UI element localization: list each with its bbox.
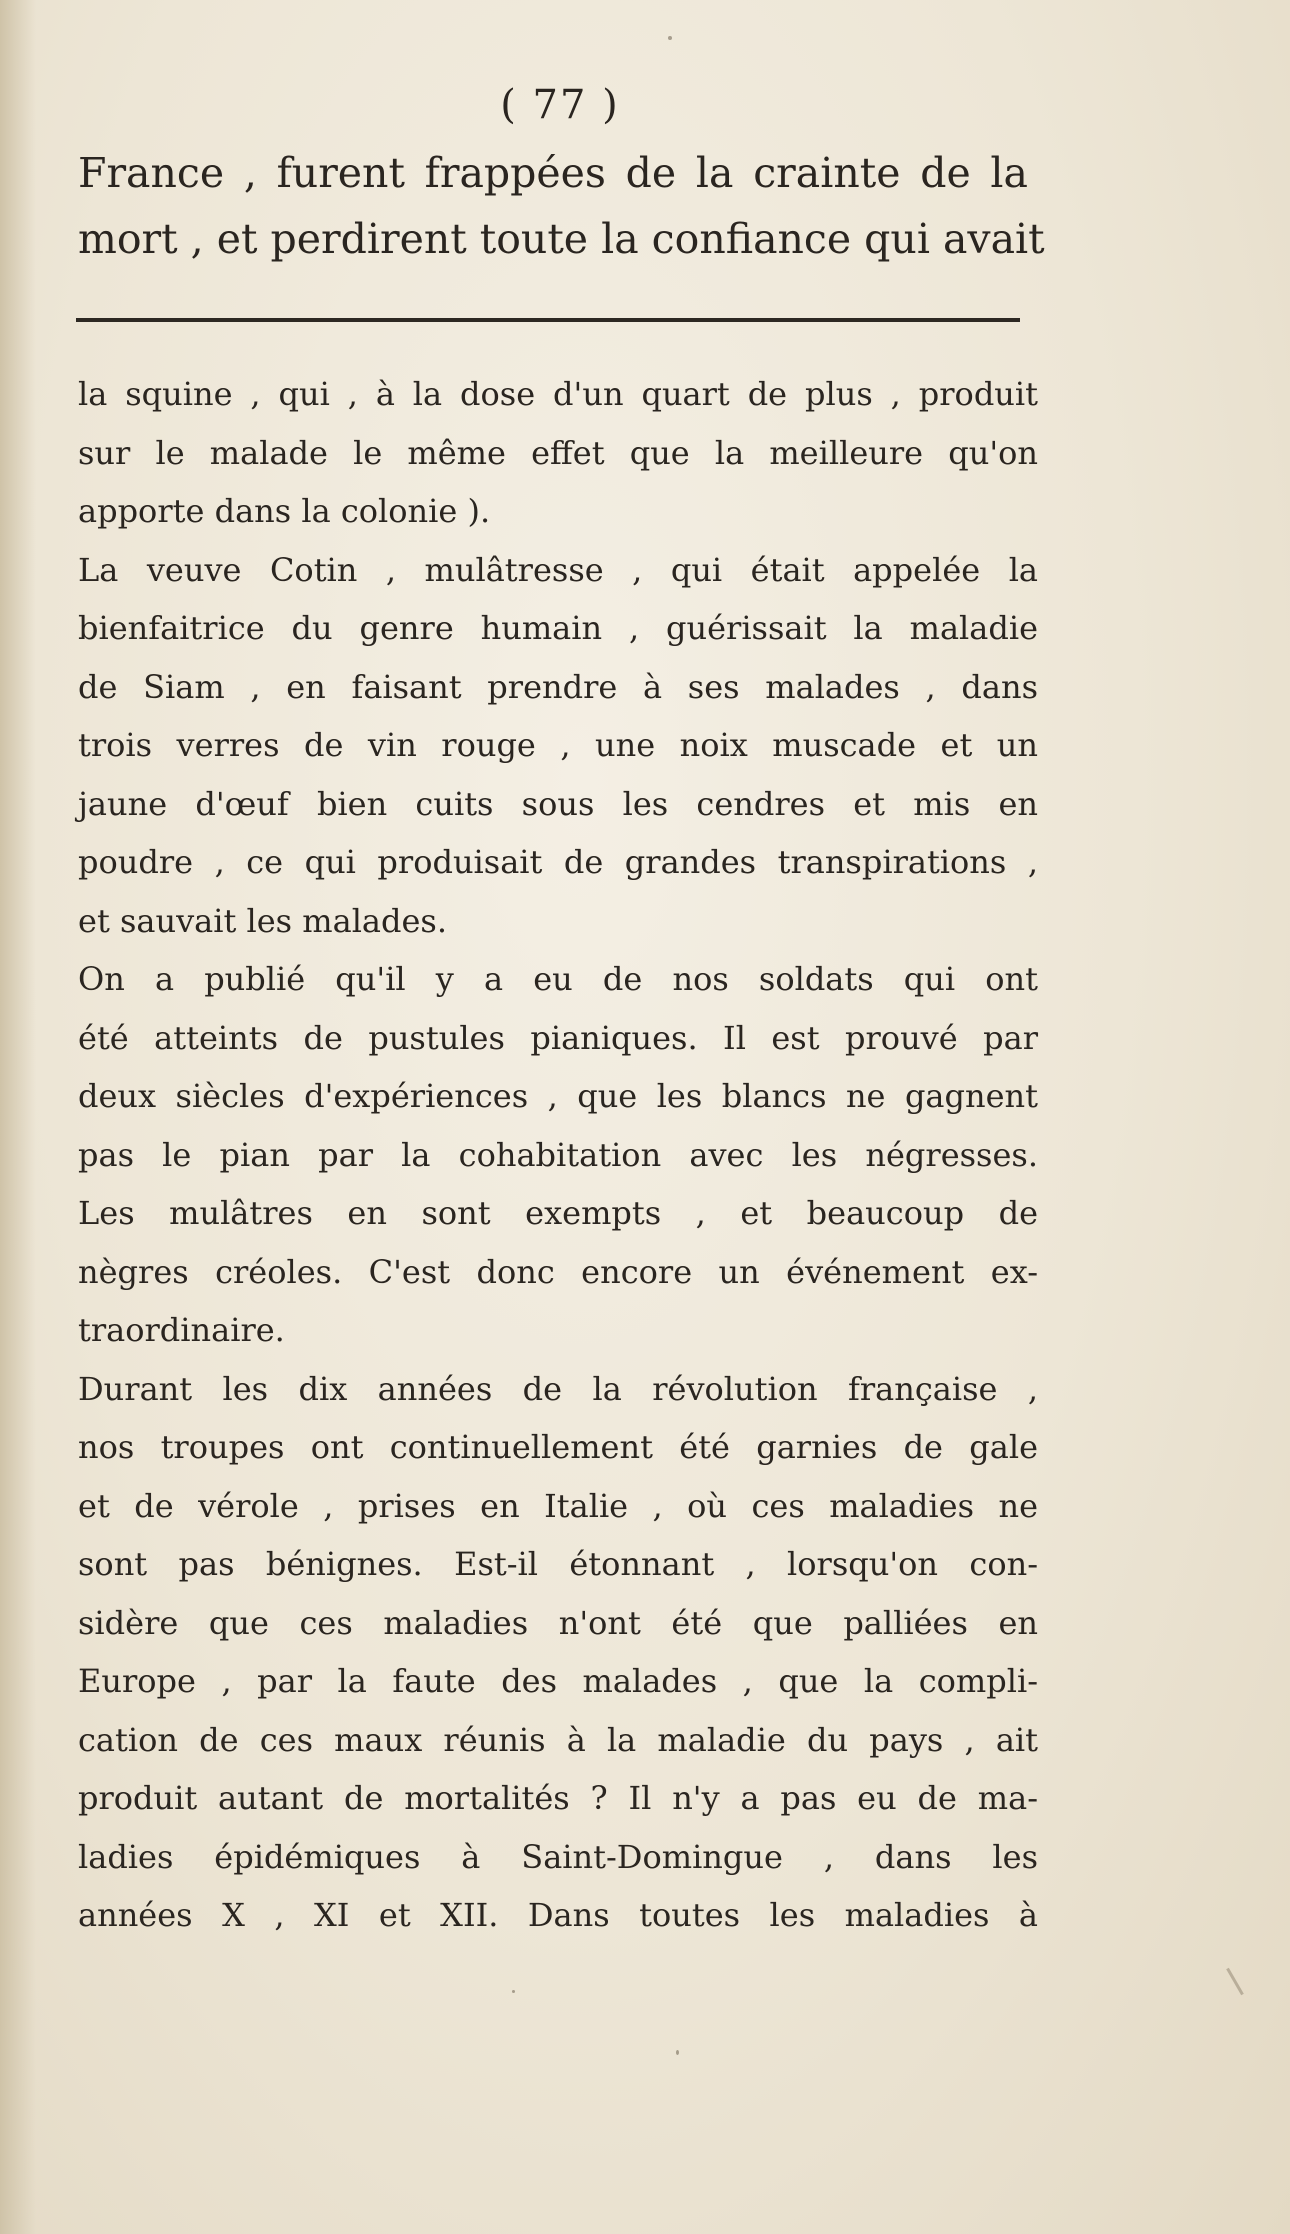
note-line: On a publié qu'il y a eu de nos soldats qui ont	[78, 960, 1038, 998]
note-line: deux siècles d'expériences , que les blancs ne gagnent	[78, 1077, 1038, 1115]
main-text-line: mort , et perdirent toute la confiance qui avait	[78, 215, 1045, 263]
note-line: nos troupes ont continuellement été garnies de gale	[78, 1428, 1038, 1466]
paper-speck	[668, 36, 672, 40]
note-line: et de vérole , prises en Italie , où ces maladies ne	[78, 1486, 1038, 1525]
note-line: années X , XI et XII. Dans toutes les maladies à	[78, 1896, 1038, 1934]
paper-mark	[1226, 1968, 1244, 1995]
note-line: de Siam , en faisant prendre à ses malades , dans	[78, 667, 1038, 706]
note-line: cation de ces maux réunis à la maladie du pays , ait	[78, 1720, 1038, 1759]
note-line: sur le malade le même effet que la meilleure qu'on	[78, 433, 1038, 472]
note-line: apporte dans la colonie ).	[78, 492, 491, 530]
note-line: Europe , par la faute des malades , que la compli-	[78, 1662, 1038, 1700]
note-line: Durant les dix années de la révolution française ,	[78, 1369, 1038, 1408]
note-line: La veuve Cotin , mulâtresse , qui était appelée la	[78, 550, 1038, 589]
note-line: traordinaire.	[78, 1311, 285, 1349]
footnote-separator-rule	[76, 318, 1020, 322]
note-line: et sauvait les malades.	[78, 901, 448, 940]
note-line: sidère que ces maladies n'ont été que palliées en	[78, 1603, 1038, 1642]
page-number: ( 77 )	[500, 82, 620, 128]
note-line: été atteints de pustules pianiques. Il est prouvé par	[78, 1018, 1038, 1057]
main-text-line: France , furent frappées de la crainte de la	[78, 149, 1028, 197]
note-line: poudre , ce qui produisait de grandes transpirations ,	[78, 843, 1038, 881]
note-line: produit autant de mortalités ? Il n'y a pas eu de ma-	[78, 1779, 1038, 1817]
note-line: bienfaitrice du genre humain , guérissait la maladie	[78, 609, 1038, 647]
note-line: pas le pian par la cohabitation avec les négresses.	[78, 1135, 1038, 1174]
paper-speck	[676, 2050, 679, 2055]
note-line: ladies épidémiques à Saint-Domingue , dans les	[78, 1837, 1038, 1876]
note-line: jaune d'œuf bien cuits sous les cendres et mis en	[78, 784, 1038, 823]
note-line: trois verres de vin rouge , une noix muscade et un	[78, 726, 1038, 764]
note-line: nègres créoles. C'est donc encore un événement ex-	[78, 1252, 1038, 1291]
paper-speck	[512, 1990, 515, 1993]
note-line: sont pas bénignes. Est-il étonnant , lorsqu'on con-	[78, 1545, 1038, 1583]
page-binding-shadow	[0, 0, 36, 2234]
note-line: la squine , qui , à la dose d'un quart de plus , produit	[78, 375, 1038, 413]
note-line: Les mulâtres en sont exempts , et beaucoup de	[78, 1194, 1038, 1232]
main-text-block	[78, 140, 1045, 272]
footnote-text-block	[78, 365, 1038, 1945]
